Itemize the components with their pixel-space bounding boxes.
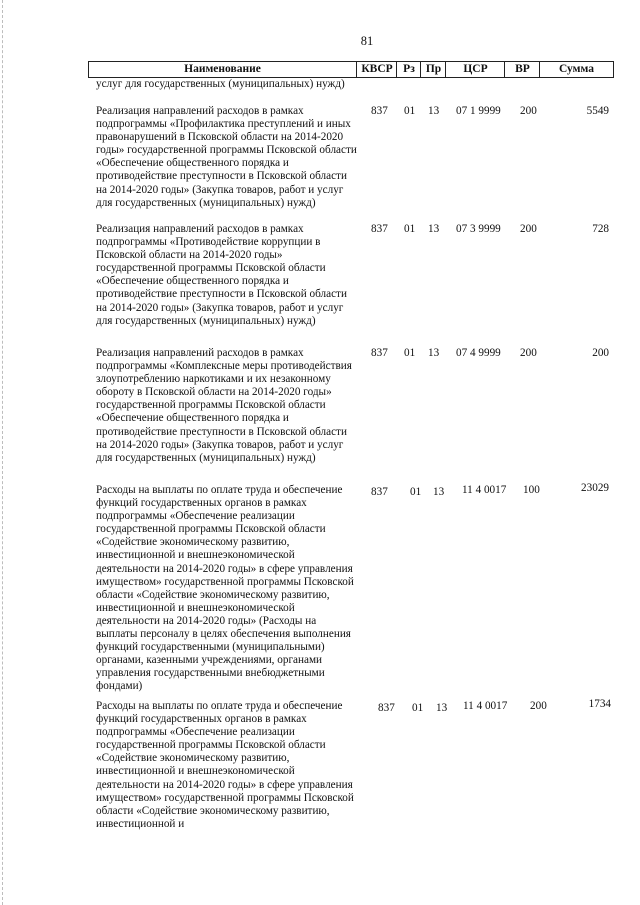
row-sum: 728 [592, 223, 609, 235]
row-pr: 13 [428, 223, 440, 235]
row-csr: 07 1 9999 [456, 105, 501, 117]
row-rz: 01 [404, 105, 416, 117]
row-rz: 01 [410, 486, 422, 498]
table-header [88, 61, 614, 78]
header-csr: ЦСР [445, 62, 505, 77]
row-vr: 200 [530, 700, 547, 712]
row-csr: 11 4 0017 [462, 484, 507, 496]
row-kvsr: 837 [371, 486, 388, 498]
header-pr: Пр [420, 62, 446, 77]
row-pr: 13 [428, 105, 440, 117]
row-vr: 200 [520, 347, 537, 359]
row-vr: 100 [523, 484, 540, 496]
row-sum: 5549 [586, 105, 609, 117]
row-name: Расходы на выплаты по оплате труда и обеспечение функций государственных органов в рамках подпрограммы «Обеспечение реализации государственной программы Псковской области «Содействие экономическому развитию, инвестиционной и внешнеэкономической деятельности на 2014-2020 годы» в сфере управления имуществом» государственной программы Псковской области «Содействие экономическому развитию, инвестиционной и [96, 700, 354, 830]
header-sum: Сумма [539, 62, 613, 77]
header-kvsr: КВСР [356, 62, 397, 77]
row-csr: 11 4 0017 [463, 700, 508, 712]
row-kvsr: 837 [371, 223, 388, 235]
row-name: Реализация направлений расходов в рамках подпрограммы «Комплексные меры противодействия злоупотреблению наркотиками и их незаконному обороту в Псковской области на 2014-2020 годы» государственной программы Псковской области «Обеспечение общественного порядка и противодействие преступности в Псковской области на 2014-2020 годы» (Закупка товаров, работ и услуг для государственных (муниципальных) нужд) [96, 347, 352, 464]
row-sum: 23029 [581, 482, 609, 494]
row-rz: 01 [412, 702, 424, 714]
header-rz: Рз [396, 62, 421, 77]
row-pr: 13 [436, 702, 448, 714]
header-name: Наименование [184, 63, 261, 75]
row-name: Расходы на выплаты по оплате труда и обеспечение функций государственных органов в рамках подпрограммы «Обеспечение реализации государственной программы Псковской области «Содействие экономическому развитию, инвестиционной и внешнеэкономической деятельности на 2014-2020 годы» в сфере управления имуществом» государственной программы Псковской области «Содействие экономическому развитию, инвестиционной и внешнеэкономической деятельности на 2014-2020 годы» (Расходы на выплаты персоналу в целях обеспечения выполнения функций государственными (муниципальными) органами, казенными учреждениями, органами управления государственными внебюджетными фондами) [96, 484, 354, 693]
row-kvsr: 837 [371, 347, 388, 359]
header-vr: ВР [504, 62, 540, 77]
row-csr: 07 4 9999 [456, 347, 501, 359]
scan-edge [2, 0, 3, 905]
row-name: Реализация направлений расходов в рамках подпрограммы «Противодействие коррупции в Псковской области на 2014-2020 годы» государственной программы Псковской области «Обеспечение общественного порядка и противодействие преступности в Псковской области на 2014-2020 годы» (Закупка товаров, работ и услуг для государственных (муниципальных) нужд) [96, 223, 347, 327]
row-name: Реализация направлений расходов в рамках подпрограммы «Профилактика преступлений и иных правонарушений в Псковской области на 2014-2020 годы» государственной программы Псковской области «Обеспечение общественного порядка и противодействие преступности в Псковской области на 2014-2020 годы» (Закупка товаров, работ и услуг для государственных (муниципальных) нужд) [96, 105, 357, 209]
row-rz: 01 [404, 223, 416, 235]
row-sum: 1734 [588, 698, 611, 710]
row-kvsr: 837 [371, 105, 388, 117]
row-pr: 13 [428, 347, 440, 359]
row-kvsr: 837 [378, 702, 395, 714]
row-csr: 07 3 9999 [456, 223, 501, 235]
row-vr: 200 [520, 223, 537, 235]
row-rz: 01 [404, 347, 416, 359]
row-name: услуг для государственных (муниципальных) нужд) [96, 78, 345, 90]
row-sum: 200 [592, 347, 609, 359]
row-vr: 200 [520, 105, 537, 117]
page-number: 81 [360, 34, 374, 48]
row-pr: 13 [433, 486, 445, 498]
